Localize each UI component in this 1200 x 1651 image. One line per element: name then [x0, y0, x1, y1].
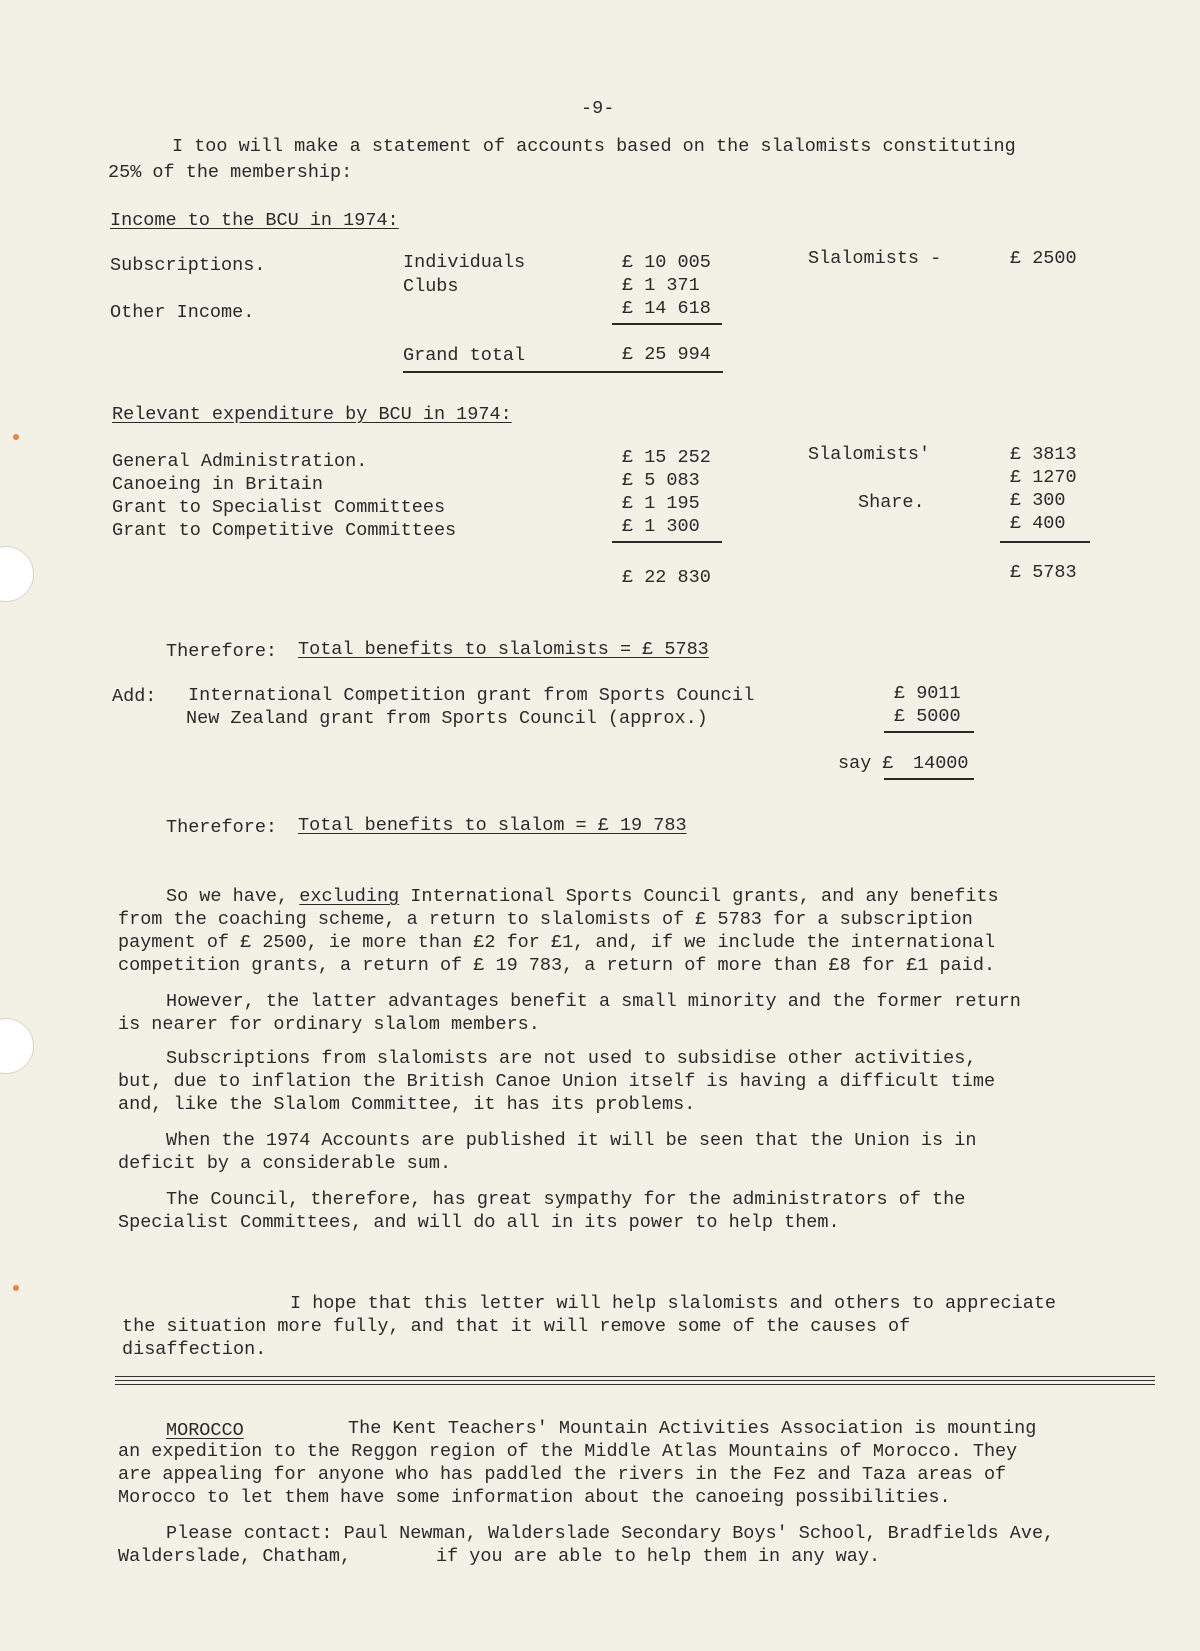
share-header-2: Share. — [858, 492, 925, 513]
total-benefits-slalom: Total benefits to slalom = £ 19 783 — [298, 815, 687, 836]
para-hope-line-2: the situation more fully, and that it will remove some of the causes of — [122, 1316, 911, 1337]
contact-line-2b: if you are able to help them in any way. — [436, 1546, 881, 1567]
share-value: £ 1270 — [1010, 467, 1077, 488]
morocco-line-2: an expedition to the Reggon region of the Middle Atlas Mountains of Morocco. They — [118, 1441, 1018, 1462]
para-when-line-1: When the 1974 Accounts are published it will be seen that the Union is in — [166, 1130, 977, 1151]
morocco-line-1: The Kent Teachers' Mountain Activities Association is mounting — [348, 1418, 1037, 1439]
expenditure-item-label: Grant to Specialist Committees — [112, 497, 446, 518]
separator-line — [115, 1384, 1155, 1385]
new-zealand-grant-label: New Zealand grant from Sports Council (approx.) — [186, 708, 708, 729]
para-hope-line-3: disaffection. — [122, 1339, 267, 1360]
share-header-1: Slalomists' — [808, 444, 931, 465]
para-so-line-3: payment of £ 2500, ie more than £2 for £1, and, if we include the international — [118, 932, 996, 953]
margin-dot — [13, 434, 19, 440]
expenditure-total-value: £ 22 830 — [622, 567, 711, 588]
share-value: £ 3813 — [1010, 444, 1077, 465]
excluding-word: excluding — [299, 886, 400, 907]
para-so-line-1 — [166, 886, 999, 908]
expenditure-item-value: £ 5 083 — [622, 470, 700, 491]
para-subs-line-1: Subscriptions from slalomists are not used to subsidise other activities, — [166, 1048, 977, 1069]
expenditure-item-label: General Administration. — [112, 451, 368, 472]
expenditure-item-value: £ 1 195 — [622, 493, 700, 514]
contact-line-2a: Walderslade, Chatham, — [118, 1546, 352, 1567]
expenditure-item-value: £ 1 300 — [622, 516, 700, 537]
individuals-label: Individuals — [403, 252, 526, 273]
expenditure-rule — [612, 541, 722, 543]
say-rule — [884, 778, 974, 780]
clubs-label: Clubs — [403, 276, 459, 297]
share-rule — [1000, 541, 1090, 543]
share-value: £ 400 — [1010, 513, 1066, 534]
other-income-label: Other Income. — [110, 302, 255, 323]
expenditure-item-value: £ 15 252 — [622, 447, 711, 468]
para-however-line-1: However, the latter advantages benefit a small minority and the former return — [166, 991, 1021, 1012]
para-so-line-2: from the coaching scheme, a return to slalomists of £ 5783 for a subscription — [118, 909, 973, 930]
morocco-line-3: are appealing for anyone who has paddled the rivers in the Fez and Taza areas of — [118, 1464, 1007, 1485]
total-benefits-slalomists: Total benefits to slalomists = £ 5783 — [298, 639, 709, 660]
para-so-line-4: competition grants, a return of £ 19 783, a return of more than £8 for £1 paid. — [118, 955, 996, 976]
income-rule-bottom — [403, 371, 723, 373]
therefore-label-2: Therefore: — [166, 817, 278, 838]
other-income-value: £ 14 618 — [622, 298, 711, 319]
morocco-line-4: Morocco to let them have some information about the canoeing possibilities. — [118, 1487, 951, 1508]
intro-line-2: 25% of the membership: — [108, 162, 353, 183]
para-hope-line-1: I hope that this letter will help slalomists and others to appreciate — [290, 1293, 1057, 1314]
subscriptions-label: Subscriptions. — [110, 255, 266, 276]
slalomists-income-value: £ 2500 — [1010, 248, 1077, 269]
margin-dot — [13, 1285, 19, 1291]
income-heading: Income to the BCU in 1974: — [110, 210, 399, 231]
international-grant-value: £ 9011 — [894, 683, 961, 704]
say-label: say £ — [838, 753, 894, 774]
para-however-line-2: is nearer for ordinary slalom members. — [118, 1014, 540, 1035]
individuals-value: £ 10 005 — [622, 252, 711, 273]
separator-line — [115, 1376, 1155, 1377]
new-zealand-grant-value: £ 5000 — [894, 706, 961, 727]
therefore-label: Therefore: — [166, 641, 278, 662]
grand-total-label: Grand total — [403, 345, 526, 366]
para-subs-line-2: but, due to inflation the British Canoe Union itself is having a difficult time — [118, 1071, 996, 1092]
say-value: 14000 — [913, 753, 969, 774]
intro-line-1: I too will make a statement of accounts based on the slalomists constituting — [172, 136, 1016, 157]
punch-hole-bottom — [0, 1018, 34, 1074]
expenditure-item-label: Canoeing in Britain — [112, 474, 323, 495]
punch-hole-top — [0, 546, 34, 602]
para-when-line-2: deficit by a considerable sum. — [118, 1153, 452, 1174]
clubs-value: £ 1 371 — [622, 275, 700, 296]
international-grant-label: International Competition grant from Sports Council — [188, 685, 755, 706]
share-value: £ 300 — [1010, 490, 1066, 511]
expenditure-heading: Relevant expenditure by BCU in 1974: — [112, 404, 512, 425]
page-number: -9- — [581, 98, 615, 119]
additions-rule — [884, 731, 974, 733]
para-subs-line-3: and, like the Slalom Committee, it has its problems. — [118, 1094, 696, 1115]
add-label: Add: — [112, 686, 157, 707]
grand-total-value: £ 25 994 — [622, 344, 711, 365]
para-so-text: International Sports Council grants, and any benefits — [410, 886, 999, 907]
separator-line — [115, 1380, 1155, 1381]
para-council-line-1: The Council, therefore, has great sympathy for the administrators of the — [166, 1189, 966, 1210]
morocco-heading: MOROCCO — [166, 1420, 244, 1441]
contact-line-1: Please contact: Paul Newman, Walderslade Secondary Boys' School, Bradfields Ave, — [166, 1523, 1055, 1544]
para-so-text: So we have, — [166, 886, 289, 907]
income-rule-top — [612, 323, 722, 325]
expenditure-item-label: Grant to Competitive Committees — [112, 520, 457, 541]
share-total-value: £ 5783 — [1010, 562, 1077, 583]
slalomists-income-label: Slalomists - — [808, 248, 942, 269]
para-council-line-2: Specialist Committees, and will do all in its power to help them. — [118, 1212, 840, 1233]
